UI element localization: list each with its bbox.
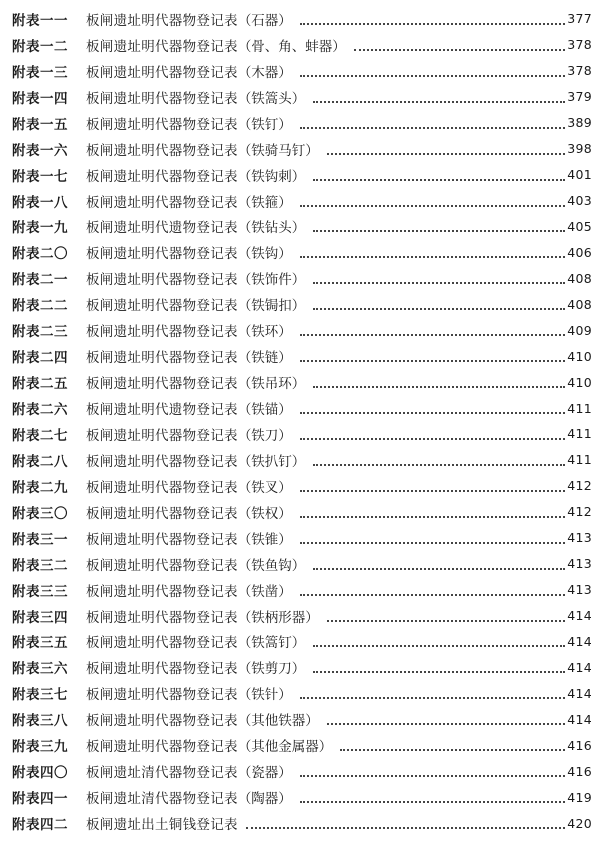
entry-title: 板闸遗址明代器物登记表 bbox=[86, 324, 238, 341]
entry-category: （铁钻头） bbox=[237, 220, 306, 237]
entry-label: 附表一一 bbox=[12, 12, 68, 29]
entry-title-group bbox=[86, 528, 292, 548]
entry-page-number: 389 bbox=[567, 115, 592, 131]
entry-page-number: 412 bbox=[567, 478, 592, 494]
entry-title: 板闸遗址明代器物登记表 bbox=[86, 557, 238, 574]
entry-title: 板闸遗址清代器物登记表 bbox=[86, 791, 238, 808]
entry-page-number: 414 bbox=[567, 685, 592, 701]
entry-page-number: 416 bbox=[567, 763, 592, 779]
toc-entry[interactable] bbox=[0, 654, 600, 680]
entry-title: 板闸遗址明代器物登记表 bbox=[86, 635, 238, 652]
dot-leader bbox=[300, 239, 565, 265]
entry-label: 附表二九 bbox=[12, 479, 68, 496]
entry-title: 板闸遗址明代器物登记表 bbox=[86, 194, 238, 211]
entry-title-group bbox=[86, 216, 305, 236]
dot-leader bbox=[300, 680, 565, 706]
toc-entry[interactable] bbox=[0, 810, 600, 836]
toc-entry[interactable] bbox=[0, 84, 600, 110]
dot-leader bbox=[327, 706, 565, 732]
entry-label: 附表三五 bbox=[12, 635, 68, 652]
entry-label: 附表三七 bbox=[12, 687, 68, 704]
dot-leader bbox=[313, 551, 565, 577]
entry-label: 附表三四 bbox=[12, 609, 68, 626]
entry-label: 附表一九 bbox=[12, 220, 68, 237]
entry-title: 板闸遗址明代器物登记表 bbox=[86, 376, 238, 393]
dot-leader bbox=[300, 395, 565, 421]
dot-leader bbox=[340, 732, 565, 758]
entry-title-group bbox=[86, 813, 238, 833]
entry-page-number: 413 bbox=[567, 556, 592, 572]
entry-page-number: 414 bbox=[567, 633, 592, 649]
toc-entry[interactable] bbox=[0, 369, 600, 395]
entry-title-group bbox=[86, 35, 346, 55]
entry-label: 附表二〇 bbox=[12, 246, 68, 263]
entry-title-group bbox=[86, 424, 292, 444]
toc-entry[interactable] bbox=[0, 188, 600, 214]
toc-entry[interactable] bbox=[0, 214, 600, 240]
entry-category: （陶器） bbox=[237, 791, 292, 808]
entry-title-group bbox=[86, 61, 292, 81]
toc-entry[interactable] bbox=[0, 447, 600, 473]
toc-entry[interactable] bbox=[0, 551, 600, 577]
toc-entry[interactable] bbox=[0, 395, 600, 421]
toc-entry[interactable] bbox=[0, 629, 600, 655]
entry-label: 附表三三 bbox=[12, 583, 68, 600]
entry-label: 附表一六 bbox=[12, 142, 68, 159]
dot-leader bbox=[300, 110, 565, 136]
dot-leader bbox=[300, 343, 565, 369]
entry-category: （铁剪刀） bbox=[237, 661, 306, 678]
entry-category: （铁篙头） bbox=[237, 90, 306, 107]
entry-title: 板闸遗址明代遗物登记表 bbox=[86, 402, 238, 419]
entry-page-number: 410 bbox=[567, 374, 592, 390]
entry-title: 板闸遗址明代器物登记表 bbox=[86, 90, 238, 107]
dot-leader bbox=[354, 32, 565, 58]
entry-label: 附表四二 bbox=[12, 817, 68, 834]
entry-category: （铁箍） bbox=[237, 194, 292, 211]
entry-title: 板闸遗址明代器物登记表 bbox=[86, 12, 238, 29]
dot-leader bbox=[300, 784, 565, 810]
entry-title-group bbox=[86, 87, 305, 107]
entry-title: 板闸遗址明代器物登记表 bbox=[86, 142, 238, 159]
entry-category: （铁饰件） bbox=[237, 272, 306, 289]
entry-page-number: 377 bbox=[567, 11, 592, 27]
entry-category: （其他铁器） bbox=[237, 713, 319, 730]
entry-title: 板闸遗址明代器物登记表 bbox=[86, 246, 238, 263]
toc-entry[interactable] bbox=[0, 265, 600, 291]
entry-category: （铁柄形器） bbox=[237, 609, 319, 626]
entry-category: （铁篙钉） bbox=[237, 635, 306, 652]
entry-title-group bbox=[86, 606, 319, 626]
entry-page-number: 409 bbox=[567, 322, 592, 338]
toc-entry[interactable] bbox=[0, 706, 600, 732]
entry-category: （铁钉） bbox=[237, 116, 292, 133]
entry-title-group bbox=[86, 294, 305, 314]
entry-title-group bbox=[86, 631, 305, 651]
entry-label: 附表一八 bbox=[12, 194, 68, 211]
entry-category: （铁权） bbox=[237, 505, 292, 522]
toc-entry[interactable] bbox=[0, 680, 600, 706]
entry-title: 板闸遗址明代器物登记表 bbox=[86, 739, 238, 756]
entry-category: （其他金属器） bbox=[237, 739, 333, 756]
entry-title-group bbox=[86, 476, 292, 496]
entry-title-group bbox=[86, 372, 305, 392]
entry-page-number: 411 bbox=[567, 400, 592, 416]
entry-title-group bbox=[86, 683, 292, 703]
dot-leader bbox=[313, 629, 565, 655]
entry-label: 附表一五 bbox=[12, 116, 68, 133]
toc-entry[interactable] bbox=[0, 32, 600, 58]
dot-leader bbox=[313, 291, 565, 317]
entry-label: 附表三九 bbox=[12, 739, 68, 756]
entry-page-number: 398 bbox=[567, 141, 592, 157]
entry-category: （铁扒钉） bbox=[237, 453, 306, 470]
toc-entry[interactable] bbox=[0, 58, 600, 84]
entry-page-number: 405 bbox=[567, 218, 592, 234]
entry-page-number: 420 bbox=[567, 815, 592, 831]
entry-label: 附表四一 bbox=[12, 791, 68, 808]
entry-title: 板闸遗址明代器物登记表 bbox=[86, 583, 238, 600]
entry-title-group bbox=[86, 113, 292, 133]
entry-page-number: 412 bbox=[567, 504, 592, 520]
entry-label: 附表三八 bbox=[12, 713, 68, 730]
entry-title: 板闸遗址明代器物登记表 bbox=[86, 298, 238, 315]
entry-page-number: 416 bbox=[567, 737, 592, 753]
entry-title-group bbox=[86, 761, 292, 781]
toc-entry[interactable] bbox=[0, 421, 600, 447]
entry-title: 板闸遗址出土铜钱登记表 bbox=[86, 817, 238, 834]
entry-category: （瓷器） bbox=[237, 765, 292, 782]
dot-leader bbox=[300, 499, 565, 525]
entry-title: 板闸遗址明代器物登记表 bbox=[86, 661, 238, 678]
entry-title: 板闸遗址明代器物登记表 bbox=[86, 609, 238, 626]
entry-label: 附表二八 bbox=[12, 453, 68, 470]
entry-category: （铁刀） bbox=[237, 427, 292, 444]
toc-entry[interactable] bbox=[0, 343, 600, 369]
entry-label: 附表四〇 bbox=[12, 765, 68, 782]
toc-entry[interactable] bbox=[0, 603, 600, 629]
dot-leader bbox=[313, 654, 565, 680]
entry-page-number: 414 bbox=[567, 608, 592, 624]
entry-label: 附表二四 bbox=[12, 350, 68, 367]
entry-title-group bbox=[86, 657, 305, 677]
entry-title-group bbox=[86, 450, 305, 470]
dot-leader bbox=[313, 447, 565, 473]
entry-title: 板闸遗址明代遗物登记表 bbox=[86, 220, 238, 237]
entry-title: 板闸遗址明代器物登记表 bbox=[86, 531, 238, 548]
toc-entry[interactable] bbox=[0, 317, 600, 343]
toc-entry[interactable] bbox=[0, 499, 600, 525]
entry-label: 附表一三 bbox=[12, 64, 68, 81]
entry-category: （铁锥） bbox=[237, 531, 292, 548]
entry-title: 板闸遗址明代器物登记表 bbox=[86, 272, 238, 289]
entry-page-number: 378 bbox=[567, 37, 592, 53]
entry-category: （铁针） bbox=[237, 687, 292, 704]
entry-category: （铁吊环） bbox=[237, 376, 306, 393]
dot-leader bbox=[246, 810, 565, 836]
entry-category: （铁骑马钉） bbox=[237, 142, 319, 159]
entry-title: 板闸遗址明代器物登记表 bbox=[86, 168, 238, 185]
toc-entry[interactable] bbox=[0, 577, 600, 603]
toc-entry[interactable] bbox=[0, 239, 600, 265]
entry-page-number: 413 bbox=[567, 530, 592, 546]
entry-category: （铁叉） bbox=[237, 479, 292, 496]
entry-page-number: 406 bbox=[567, 244, 592, 260]
entry-label: 附表二五 bbox=[12, 376, 68, 393]
entry-page-number: 413 bbox=[567, 582, 592, 598]
entry-title-group bbox=[86, 268, 305, 288]
entry-category: （铁锚） bbox=[237, 402, 292, 419]
entry-title: 板闸遗址明代器物登记表 bbox=[86, 687, 238, 704]
entry-page-number: 414 bbox=[567, 659, 592, 675]
entry-title: 板闸遗址明代器物登记表 bbox=[86, 479, 238, 496]
toc-entry[interactable] bbox=[0, 784, 600, 810]
entry-label: 附表二一 bbox=[12, 272, 68, 289]
entry-category: （木器） bbox=[237, 64, 292, 81]
entry-category: （铁钩） bbox=[237, 246, 292, 263]
entry-title-group bbox=[86, 139, 319, 159]
entry-label: 附表三六 bbox=[12, 661, 68, 678]
entry-title-group bbox=[86, 346, 292, 366]
dot-leader bbox=[300, 421, 565, 447]
entry-page-number: 410 bbox=[567, 348, 592, 364]
entry-label: 附表一四 bbox=[12, 90, 68, 107]
entry-title-group bbox=[86, 580, 292, 600]
dot-leader bbox=[300, 317, 565, 343]
dot-leader bbox=[313, 369, 565, 395]
entry-page-number: 414 bbox=[567, 711, 592, 727]
entry-title: 板闸遗址明代器物登记表 bbox=[86, 453, 238, 470]
entry-title-group bbox=[86, 787, 292, 807]
entry-title-group bbox=[86, 554, 305, 574]
entry-category: （石器） bbox=[237, 12, 292, 29]
entry-title-group bbox=[86, 9, 292, 29]
dot-leader bbox=[300, 58, 565, 84]
entry-label: 附表二三 bbox=[12, 324, 68, 341]
entry-page-number: 408 bbox=[567, 270, 592, 286]
toc-entry[interactable] bbox=[0, 732, 600, 758]
entry-title: 板闸遗址明代器物登记表 bbox=[86, 38, 238, 55]
entry-page-number: 403 bbox=[567, 193, 592, 209]
table-of-contents bbox=[0, 6, 600, 836]
entry-category: （骨、角、蚌器） bbox=[237, 38, 346, 55]
toc-entry[interactable] bbox=[0, 525, 600, 551]
toc-entry[interactable] bbox=[0, 473, 600, 499]
entry-label: 附表三〇 bbox=[12, 505, 68, 522]
toc-entry[interactable] bbox=[0, 136, 600, 162]
entry-title-group bbox=[86, 502, 292, 522]
toc-entry[interactable] bbox=[0, 110, 600, 136]
entry-label: 附表三二 bbox=[12, 557, 68, 574]
entry-label: 附表二七 bbox=[12, 427, 68, 444]
entry-title: 板闸遗址明代器物登记表 bbox=[86, 713, 238, 730]
entry-title-group bbox=[86, 165, 305, 185]
dot-leader bbox=[300, 6, 565, 32]
entry-category: （铁锔扣） bbox=[237, 298, 306, 315]
dot-leader bbox=[313, 265, 565, 291]
dot-leader bbox=[300, 188, 565, 214]
dot-leader bbox=[300, 577, 565, 603]
dot-leader bbox=[313, 162, 565, 188]
entry-category: （铁链） bbox=[237, 350, 292, 367]
entry-title: 板闸遗址明代器物登记表 bbox=[86, 505, 238, 522]
dot-leader bbox=[313, 214, 565, 240]
dot-leader bbox=[300, 758, 565, 784]
entry-title: 板闸遗址明代器物登记表 bbox=[86, 427, 238, 444]
entry-page-number: 411 bbox=[567, 426, 592, 442]
dot-leader bbox=[300, 473, 565, 499]
entry-label: 附表二六 bbox=[12, 402, 68, 419]
entry-title-group bbox=[86, 735, 332, 755]
dot-leader bbox=[300, 525, 565, 551]
toc-entry[interactable] bbox=[0, 291, 600, 317]
dot-leader bbox=[327, 603, 565, 629]
entry-title-group bbox=[86, 320, 292, 340]
entry-page-number: 378 bbox=[567, 63, 592, 79]
entry-category: （铁环） bbox=[237, 324, 292, 341]
entry-label: 附表一七 bbox=[12, 168, 68, 185]
toc-entry[interactable] bbox=[0, 6, 600, 32]
entry-page-number: 401 bbox=[567, 167, 592, 183]
entry-title: 板闸遗址明代器物登记表 bbox=[86, 116, 238, 133]
entry-title-group bbox=[86, 709, 319, 729]
entry-title-group bbox=[86, 242, 292, 262]
entry-page-number: 408 bbox=[567, 296, 592, 312]
entry-page-number: 419 bbox=[567, 789, 592, 805]
dot-leader bbox=[313, 84, 565, 110]
entry-title-group bbox=[86, 398, 292, 418]
entry-page-number: 411 bbox=[567, 452, 592, 468]
dot-leader bbox=[327, 136, 565, 162]
entry-label: 附表二二 bbox=[12, 298, 68, 315]
entry-category: （铁鱼钩） bbox=[237, 557, 306, 574]
entry-title-group bbox=[86, 191, 292, 211]
entry-label: 附表一二 bbox=[12, 38, 68, 55]
entry-category: （铁凿） bbox=[237, 583, 292, 600]
entry-page-number: 379 bbox=[567, 89, 592, 105]
entry-title: 板闸遗址明代器物登记表 bbox=[86, 64, 238, 81]
entry-label: 附表三一 bbox=[12, 531, 68, 548]
toc-entry[interactable] bbox=[0, 162, 600, 188]
entry-category: （铁钩刺） bbox=[237, 168, 306, 185]
toc-entry[interactable] bbox=[0, 758, 600, 784]
entry-title: 板闸遗址明代器物登记表 bbox=[86, 350, 238, 367]
entry-title: 板闸遗址清代器物登记表 bbox=[86, 765, 238, 782]
